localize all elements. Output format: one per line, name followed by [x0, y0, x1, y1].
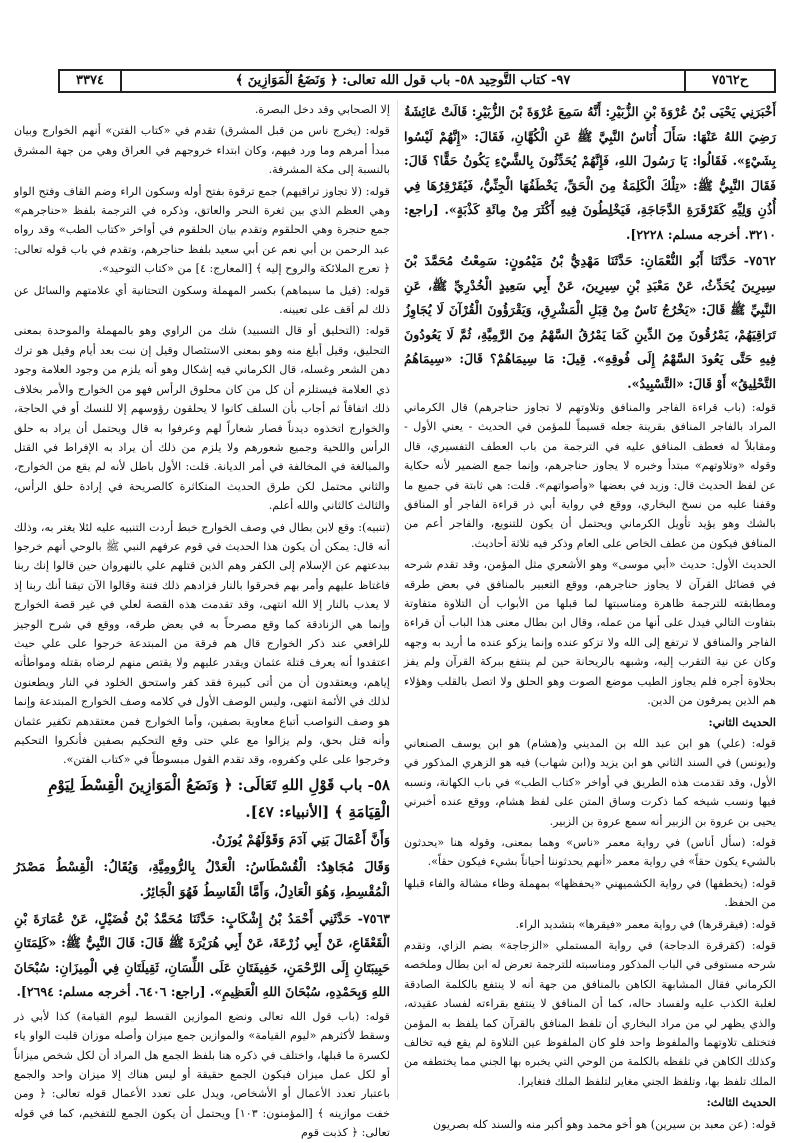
hadith-paragraph: ٧٥٦٢- حَدَّثَنَا أَبُو النُّعْمَانِ: حَدَّثَنَا مَهْدِيُّ بْنُ مَيْمُونٍ: سَمِعْتُ مُحَمَّدَ بْنَ سِيرِينَ يُحَدِّثُ، عَنْ مَعْبَدِ بْنِ سِيرِينَ، عَنْ أَبِي سَعِيدٍ الْخُدْرِيِّ ﷺ، عَنِ النَّبِيِّ ﷺ قَالَ: «يَخْرُجُ نَاسٌ مِنْ قِبَلِ الْمَشْرِقِ، وَيَقْرَؤُونَ الْقُرْآنَ لَا يُجَاوِزُ تَرَاقِيَهُمْ، يَمْرُقُونَ مِنَ الدِّينِ كَمَا يَمْرُقُ السَّهْمُ مِنَ الرَّمِيَّةِ، ثُمَّ لَا يَعُودُونَ فِيهِ حَتَّى يَعُودَ السَّهْمُ إِلَى فُوقِهِ». قِيلَ: مَا سِيمَاهُمْ؟ قَالَ: «سِيمَاهُمُ التَّحْلِيقُ» أَوْ قَالَ: «التَّسْبِيدُ». [404, 253, 776, 391]
column-divider [397, 100, 398, 1100]
commentary-paragraph: قوله: (سأل أناس) في رواية معمر «ناس» وهما بمعنى، وقوله هنا «يحدثون بالشيء يكون حقاً» في رواية معمر «أنهم يحدثوننا أحياناً بشيء فيكون حقاً». [404, 835, 776, 869]
hadith-paragraph: ٧٥٦٣- حَدَّثَنِي أَحْمَدُ بْنُ إِشْكَابٍ: حَدَّثَنَا مُحَمَّدُ بْنُ فُضَيْلٍ، عَنْ عُمَارَةَ بْنِ الْقَعْقَاعِ، عَنْ أَبِي زُرْعَةَ، عَنْ أَبِي هُرَيْرَةَ ﷺ قَالَ: قَالَ النَّبِيُّ ﷺ: «كَلِمَتَانِ حَبِيبَتَانِ إِلَى الرَّحْمَنِ، خَفِيفَتَانِ عَلَى اللِّسَانِ، ثَقِيلَتَانِ فِي الْمِيزَانِ: سُبْحَانَ اللهِ وَبِحَمْدِهِ، سُبْحَانَ اللهِ الْعَظِيمِ». [راجع: ٦٤٠٦. أخرجه مسلم: ٢٦٩٤]. [14, 910, 390, 1000]
right-column [404, 100, 776, 1131]
commentary-paragraph: قوله: (يخرج ناس من قبل المشرق) تقدم في «كتاب الفتن» أنهم الخوارج وبيان مبدأ أمرهم وما ورد فيهم، وكان ابتداء خروجهم في العراق وهي من جهة المشرق بالنسبة إلى مكة المشرفة. [14, 124, 390, 177]
commentary-paragraph: إلا الصحابي وقد دخل البصرة. [254, 103, 390, 116]
running-title: ٩٧- كتاب التَّوحِيد ٥٨- باب قول الله تعالى: ﴿ وَنَضَعُ الْمَوَازِينَ ﴾ [235, 73, 571, 88]
section-subheading: الحديث الثالث: [706, 1095, 776, 1110]
commentary-paragraph: قوله: (باب قول الله تعالى ونضع الموازين القسط ليوم القيامة) كذا لأبي ذر وسقط لأكثرهم «ليوم القيامة» والموازين جمع ميزان وأصله موزان قلبت الواو ياء لكسرة ما قبلها، واختلف في ذكره هنا بلفظ الجمع هل المراد أن لكل شخص ميزاناً أو لكل عمل ميزان فيكون الجمع حقيقة أو ليس هناك إلا ميزان واحد والجمع باعتبار تعدد الأعمال أو الأشخاص، ويدل على تعدد الأعمال قوله تعالى: ﴿ ومن خفت موازينه ﴾ [المؤمنون: ١٠٣] ويحتمل أن يكون الجمع للتفخيم، كما في قوله تعالى: ﴿ كذبت قوم [14, 1009, 391, 1140]
hadith-number: ح٧٥٦٢ [684, 71, 774, 91]
section-subheading: الحديث الثاني: [708, 714, 776, 729]
chapter-verse: وَأَنَّ أَعْمَالَ بَنِي آدَمَ وَقَوْلَهُمْ يُوزَنُ. [211, 832, 390, 848]
commentary-paragraph: قوله: (لا تجاوز تراقيهم) جمع ترقوة بفتح أوله وسكون الراء وضم القاف وفتح الواو وهي العظم الذي بين ثغرة النحر والعاتق، وذكره في الترجمة بلفظ «حناجرهم» جمع حنجرة وهي الحلقوم وتقدم بيان الحلقوم في أواخر «كتاب الطب» وقد رواه عبد الرحمن بن أبي نعم عن أبي سعيد بلفظ حناجرهم، وتقدم في باب قوله تعالى: ﴿ تعرج الملائكة والروح إليه ﴾ [المعارج: ٤] من «كتاب التوحيد». [14, 184, 390, 276]
page-header [58, 69, 776, 93]
commentary-paragraph: قوله: (كقرقرة الدجاجة) في رواية المستملي «الزجاجة» بضم الزاي، وتقدم شرحه مستوفى في الباب المذكور ومناسبته للترجمة تعرض له ابن بطال وملخصه الكرماني فقال المشابهة الكاهن بالمنافق من جهة أنه لا ينتفع بالكلمة الصادقة لغلبة الكذب عليه ولفساد حاله، كما أن المنافق لا ينتفع بقراءته لفساد عقيدته، والذي يظهر لي من مراد البخاري أن تلفظ المنافق بالقرآن كما يلفظ به المؤمن فتختلف تلاوتهما والملفوظ واحد فلو كان الملفوظ عين التلاوة لم يقع فيه تخالف وكذلك الكاهن في تلفظه بالكلمة من الوحي التي يخبره بها الجني مما يختطفه من الملك تلفظ بها، وتلفظ الجني مغاير لتلفظ الملك فتغايرا. [404, 938, 776, 1088]
commentary-paragraph: قوله: (عن معبد بن سيرين) هو أخو محمد وهو أكبر منه والسند كله بصريون [432, 1117, 776, 1131]
commentary-paragraph: الحديث الأول: حديث «أبي موسى» وهو الأشعري مثل المؤمن، وقد تقدم شرحه في فضائل القرآن لا يجاوز حناجرهم، ووقع التعبير بالمنافق في بعض طرقه ومطابقته للترجمة ظاهرة ومناسبتها لما قبلها من الأبواب أن التلاوة متفاوتة بتفاوت التالي فيدل على أنها من عمله، وقال ابن بطال معنى هذا الباب أن قراءة الفاجر والمنافق لا ترتفع إلى الله ولا تزكو عنده وإنما يزكو عنده ما أريد به وجهه وكان عن نية التقرب إليه، وشبهه بالريحانة حين لم ينتفع ببركة القرآن ولم يفز بحلاوة أجره فلم يجاوز الطيب موضع الصوت وهو الحلق ولا اتصل بالقلب وهؤلاء هم الذين يمرقون من الدين. [404, 558, 776, 708]
commentary-paragraph: قوله: (فيقرقرها) في رواية معمر «فيقرها» بتشديد الراء. [515, 917, 776, 931]
commentary-paragraph: قوله: (يخطفها) في رواية الكشميهني «يحفظها» بمهملة وظاء مشالة والفاء قبلها من الحفظ. [404, 876, 776, 910]
page-number: ٣٣٧٤ [60, 71, 122, 91]
commentary-paragraph: قوله: (قيل ما سيماهم) بكسر المهملة وسكون التحتانية أي علامتهم والسائل عن ذلك لم أقف على تعيينه. [14, 283, 390, 317]
hadith-paragraph: أَخْبَرَنِي يَحْيَى بْنُ عُرْوَةَ بْنِ الزُّبَيْرِ: أَنَّهُ سَمِعَ عُرْوَةَ بْنَ الزُّبَيْرِ: قَالَتْ عَائِشَةُ رَضِيَ اللهُ عَنْهَا: سَأَلَ أُنَاسٌ النَّبِيَّ ﷺ عَنِ الْكُهَّانِ، فَقَالَ: «إِنَّهُمْ لَيْسُوا بِشَيْءٍ». فَقَالُوا: يَا رَسُولَ اللهِ، فَإِنَّهُمْ يُحَدِّثُونَ بِالشَّيْءِ يَكُونُ حَقًّا؟ قَالَ: فَقَالَ النَّبِيُّ ﷺ: «تِلْكَ الْكَلِمَةُ مِنَ الْحَقِّ، يَخْطَفُهَا الْجِنِّيُّ، فَيُقَرْقِرُهَا فِي أُذُنِ وَلِيِّهِ كَقَرْقَرَةِ الدَّجَاجَةِ، فَيَخْلِطُونَ فِيهِ أَكْثَرَ مِنْ مِائَةِ كَذْبَةٍ». [راجع: ٣٢١٠. أخرجه مسلم: ٢٢٢٨]. [404, 104, 776, 242]
left-column [14, 100, 391, 1140]
commentary-paragraph: قوله: (باب قراءة الفاجر والمنافق وتلاوتهم لا تجاوز حناجرهم) قال الكرماني المراد بالفاجر المنافق بقرينة جعله قسيماً للمؤمن في الحديث - يعني الأول - ومقابلاً له فعطف المنافق عليه في الترجمة من باب العطف التفسيري، قال وقوله «وتلاوتهم» مبتدأ وخبره لا يجاوز حناجرهم، وإنما جمع الضمير لأنه حكاية عن لفظ الحديث قال: وزيد في بعضها «وأصواتهم». قلت: هي ثابتة في جميع ما وقفنا عليه من نسخ البخاري، ووقع في رواية أبي ذر قراءة الفاجر أو المنافق بالشك وهو يؤيد تأويل الكرماني ويحتمل أن يكون للتنويع، والفاجر أعم من المنافق فيكون من عطف الخاص على العام وذكر فيه ثلاثة أحاديث. [404, 401, 776, 550]
chapter-verse: وَقَالَ مُجَاهِدٌ: الْقُسْطَاسُ: الْعَدْلُ بِالرُّومِيَّةِ، وَيُقَالُ: الْقِسْطُ مَصْدَرُ الْمُقْسِطِ، وَهُوَ الْعَادِلُ، وَأَمَّا الْقَاسِطُ فَهُوَ الْجَائِرُ. [14, 859, 390, 900]
commentary-paragraph: قوله: (التحليق أو قال التسبيد) شك من الراوي وهو بالمهملة والموحدة بمعنى التحليق، وقيل أبلغ منه وهو بمعنى الاستئصال وقيل إن نبت بعد أيام وقيل هو ترك دهن الشعر وغسله، قال الكرماني فيه إشكال وهو أنه يلزم من وجود العلامة وجود ذي العلامة فيستلزم أن كل من كان محلوق الرأس فهو من الخوارج والأمر بخلاف ذلك اتفاقاً ثم أجاب بأن السلف كانوا لا يحلقون رؤوسهم إلا للنسك أو في الحاجة، والخوارج اتخذوه ديدناً فصار شعاراً لهم وعرفوا به قال ويحتمل أن يراد به حلق الرأس واللحية وجميع شعورهم ولا يلزم من ذلك أن يراد به الإفراط في القتل والمبالغة في المخالفة في أمر الديانة. قلت: الأول باطل لأنه لم يقع من الخوارج، والثاني محتمل لكن طرق الحديث المتكاثرة كالصريحة في إرادة حلق الرأس، والثالث كالثاني والله أعلم. [14, 324, 390, 513]
commentary-paragraph: قوله: (علي) هو ابن عبد الله بن المديني و(هشام) هو ابن يوسف الصنعاني و(يونس) في السند الثاني هو ابن يزيد و(ابن شهاب) فيه هو الزهري المذكور في الأول، وقد تقدمت هذه الطريق في أواخر «كتاب الطب» في باب الكهانة، ونسبه فيها ونسب شيخه كما ذكرت وساق المتن على لفظ هشام، ووقع عنده أخبرني يحيى بن عروة بن الزبير أنه سمع عروة بن الزبير. [404, 736, 776, 828]
chapter-heading: ٥٨- باب قَوْلِ اللهِ تَعَالَى: ﴿ وَنَضَعُ الْمَوَازِينَ الْقِسْطَ لِيَوْمِ الْقِيَامَةِ ﴾ [الأنبياء: ٤٧]. [48, 775, 390, 821]
commentary-paragraph: (تنبيه): وقع لابن بطال في وصف الخوارج خبط أردت التنبيه عليه لئلا يغتر به، وذلك أنه قال: يمكن أن يكون هذا الحديث في قوم عرفهم النبي ﷺ بالوحي أنهم خرجوا ببدعتهم عن الإسلام إلى الكفر وهم الذين قتلهم علي بالنهروان حين قالوا إنك ربنا فاغتاظ عليهم وأمر بهم فحرقوا بالنار فزادهم ذلك فتنة وقالوا الآن تيقنا أنك ربنا إذ لا يعذب بالنار إلا الله انتهى، وقد تقدمت هذه القصة لعلي في غير قصة الخوارج وإنما هي الزنادقة كما وقع مصرحاً به في بعض طرقه، ووقع في شرح الوجيز للرافعي عند ذكر الخوارج قال هم فرقة من المبتدعة خرجوا على علي حيث اعتقدوا أنه يعرف قتلة عثمان ويقدر عليهم ولا يقتص منهم لرضاه بقتله ومواطأته إياهم، ويعتقدون أن من أتى كبيرة فقد كفر واستحق الخلود في النار ويطعنون لذلك في الأئمة انتهى، وليس الوصف الأول في كلامه وصف الخوارج المبتدعة وإنما هو وصف النواصب أتباع معاوية بصفين، وأما الخوارج فمن معتقدهم تكفير عثمان وأنه قتل بحق، ولم يزالوا مع علي حتى وقع التحكيم بصفين فأنكروا التحكيم وخرجوا على علي وكفروه، وقد تقدم القول مبسوطاً في «كتاب الفتن». [14, 520, 390, 767]
